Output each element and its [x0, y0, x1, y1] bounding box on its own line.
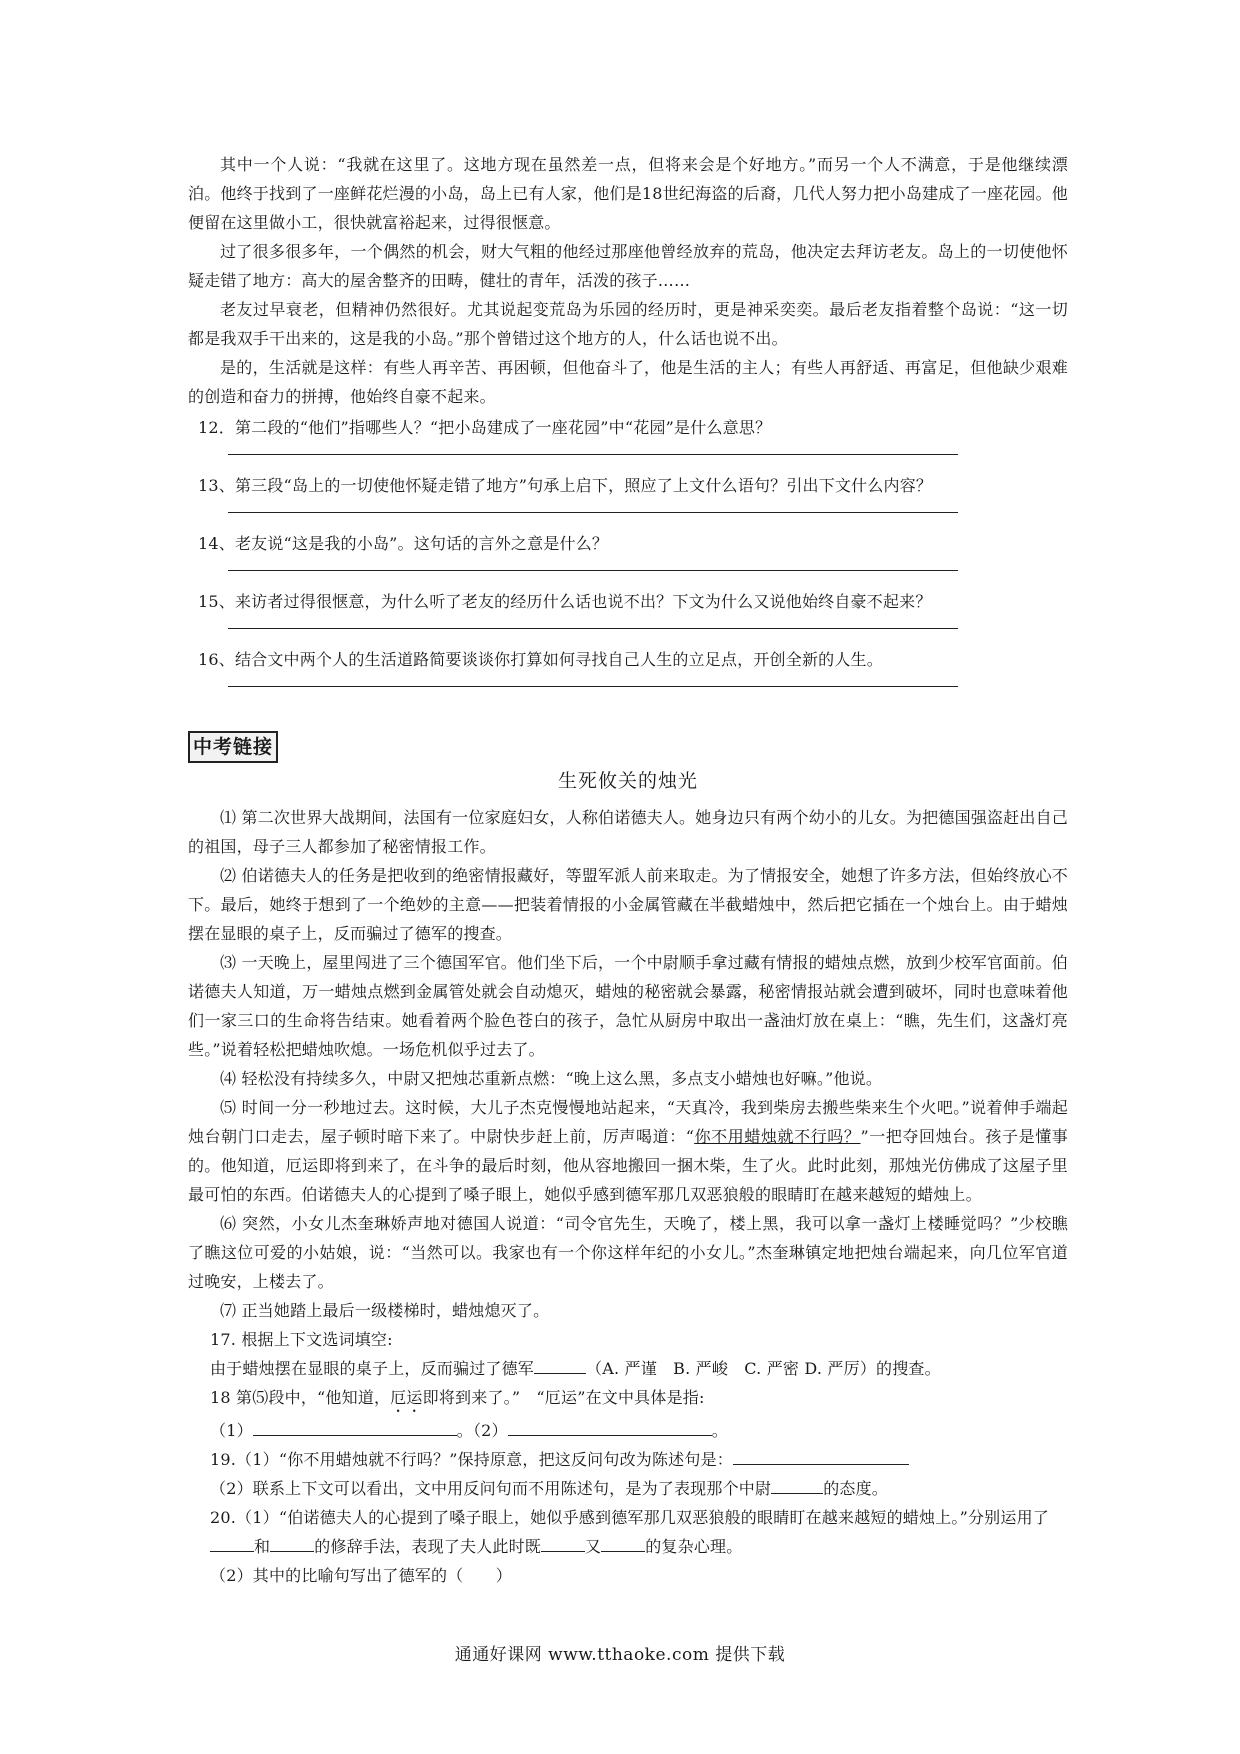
fill-blank[interactable]	[253, 1417, 305, 1436]
paragraph: ⑺ 正当她踏上最后一级楼梯时，蜡烛熄灭了。	[220, 1301, 550, 1320]
question-19-2: （2）联系上下文可以看出，文中用反问句而不用陈述句，是为了表现那个中尉 的态度。	[188, 1474, 1068, 1503]
question-19-1: 19.（1）“你不用蜡烛就不行吗？”保持原意，把这反问句改为陈述句是：	[188, 1445, 1068, 1474]
question-13: 13、第三段“岛上的一切使他怀疑走错了地方”句承上启下，照应了上文什么语句？引出下文什么内容？	[198, 476, 933, 495]
paragraph: ⑷ 轻松没有持续多久，中尉又把烛芯重新点燃：“晚上这么黑，多点支小蜡烛也好嘛。”他说。	[220, 1069, 883, 1088]
question-15: 15、来访者过得很惬意，为什么听了老友的经历什么话也说不出？下文为什么又说他始终自豪不起来？	[198, 592, 932, 611]
question-17: 由于蜡烛摆在显眼的桌子上，反而骗过了德军 （A. 严谨 B. 严峻 C. 严密 D. 严厉）的搜查。	[188, 1354, 1068, 1383]
page-footer: 通通好课网 www.tthaoke.com 提供下载	[454, 1645, 786, 1665]
answer-line[interactable]	[228, 628, 958, 629]
question-18: 18 第⑸段中，“他知道，厄运即将到来了。” “厄运”在文中具体是指:	[210, 1388, 705, 1407]
article-body	[188, 803, 1068, 1325]
paragraph: 其中一个人说：“我就在这里了。这地方现在虽然差一点，但将来会是个好地方。”而另一个人不满意，于是他继续漂泊。他终于找到了一座鲜花烂漫的小岛，岛上已有人家，他们是18世纪海盗的后裔，几代人努力把小岛建成了一座花园。他便留在这里做小工，很快就富裕起来，过得很惬意。	[188, 155, 1068, 232]
paragraph: 过了很多很多年，一个偶然的机会，财大气粗的他经过那座他曾经放弃的荒岛，他决定去拜访老友。岛上的一切使他怀疑走错了地方：高大的屋舍整齐的田畴，健壮的青年，活泼的孩子……	[188, 242, 1068, 290]
fill-blank[interactable]	[771, 1475, 823, 1494]
article-title: 生死攸关的烛光	[557, 770, 698, 792]
paragraph: ⑵ 伯诺德夫人的任务是把收到的绝密情报藏好，等盟军派人前来取走。为了情报安全，她想了许多方法，但始终放心不下。最后，她终于想到了一个绝妙的主意——把装着情报的小金属管藏在半截蜡烛中，然后把它插在一个烛台上。由于蜡烛摆在显眼的桌子上，反而骗过了德军的搜查。	[188, 866, 1068, 943]
fill-blank[interactable]	[270, 1533, 314, 1552]
passage-island	[188, 150, 1068, 411]
paragraph: ⑶ 一天晚上，屋里闯进了三个德国军官。他们坐下后，一个中尉顺手拿过藏有情报的蜡烛点燃，放到少校军官面前。伯诺德夫人知道，万一蜡烛点燃到金属管处就会自动熄灭，蜡烛的秘密就会暴露，秘密情报站就会遭到破坏，同时也意味着他们一家三口的生命将告结束。她看着两个脸色苍白的孩子，急忙从厨房中取出一盏油灯放在桌上：“瞧，先生们，这盏灯亮些。”说着轻松把蜡烛吹熄。一场危机似乎过去了。	[188, 953, 1068, 1059]
question-20-2: （2）其中的比喻句写出了德军的（ ）	[210, 1566, 512, 1585]
underlined-sentence: 你不用蜡烛就不行吗？	[694, 1127, 861, 1146]
answer-line[interactable]	[228, 512, 958, 513]
paragraph: ⑸ 时间一分一秒地过去。这时候，大儿子杰克慢慢地站起来，“天真冷，我到柴房去搬些柴来生个火吧。”说着伸手端起烛台朝门口走去，屋子顿时暗下来了。中尉快步赶上前，厉声喝道：“你不用蜡烛就不行吗？”一把夺回烛台。孩子是懂事的。他知道，厄运即将到来了，在斗争的最后时刻，他从容地搬回一捆木柴，生了火。此时此刻，那烛光仿佛成了这屋子里最可怕的东西。伯诺德夫人的心提到了嗓子眼上，她似乎感到德军那几双恶狼般的眼睛盯在越来越短的蜡烛上。	[188, 1098, 1068, 1204]
answer-line[interactable]	[228, 570, 958, 571]
emphasized-word: 厄运	[390, 1388, 423, 1407]
question-16: 16、结合文中两个人的生活道路简要谈谈你打算如何寻找自己人生的立足点，开创全新的人生。	[198, 650, 883, 669]
question-12: 12．第二段的“他们”指哪些人？“把小岛建成了一座花园”中“花园”是什么意思？	[198, 418, 772, 437]
paragraph: 是的，生活就是这样：有些人再辛苦、再困顿，但他奋斗了，他是生活的主人；有些人再舒适、再富足，但他缺少艰难的创造和奋力的拼搏，他始终自豪不起来。	[188, 358, 1068, 406]
paragraph: ⑹ 突然，小女儿杰奎琳娇声地对德国人说道：“司令官先生，天晚了，楼上黑，我可以拿一盏灯上楼睡觉吗？”少校瞧了瞧这位可爱的小姑娘，说：“当然可以。我家也有一个你这样年纪的小女儿。”杰奎琳镇定地把烛台端起来，向几位军官道过晚安，上楼去了。	[188, 1214, 1068, 1291]
fill-blank[interactable]	[534, 1355, 586, 1374]
exercise-list	[188, 1325, 1068, 1590]
answer-line[interactable]	[228, 454, 958, 455]
answer-line[interactable]	[228, 686, 958, 687]
paragraph: 老友过早衰老，但精神仍然很好。尤其说起变荒岛为乐园的经历时，更是神采奕奕。最后老友指着整个岛说：“这一切都是我双手干出来的，这是我的小岛。”那个曾错过这个地方的人，什么话也说不出。	[188, 300, 1068, 348]
document-page	[188, 150, 1068, 1590]
question-list	[188, 413, 1068, 687]
fill-blank[interactable]	[601, 1533, 645, 1552]
fill-blank[interactable]	[733, 1446, 909, 1465]
question-17-title: 17. 根据上下文选词填空:	[210, 1330, 393, 1349]
question-18-answers: （1） 。（2） 。	[188, 1416, 1068, 1445]
section-label: 中考链接	[188, 731, 278, 763]
fill-blank[interactable]	[305, 1417, 457, 1436]
question-20-1: 20.（1）“伯诺德夫人的心提到了嗓子眼上，她似乎感到德军那几双恶狼般的眼睛盯在越来越短的蜡烛上。”分别运用了和 的修辞手法，表现了夫人此时既 又 的复杂心理。	[210, 1508, 1049, 1556]
fill-blank[interactable]	[508, 1417, 560, 1436]
paragraph: ⑴ 第二次世界大战期间，法国有一位家庭妇女，人称伯诺德夫人。她身边只有两个幼小的儿女。为把德国强盗赶出自己的祖国，母子三人都参加了秘密情报工作。	[188, 808, 1068, 856]
fill-blank[interactable]	[560, 1417, 712, 1436]
question-14: 14、老友说“这是我的小岛”。这句话的言外之意是什么？	[198, 534, 609, 553]
fill-blank[interactable]	[210, 1533, 254, 1552]
fill-blank[interactable]	[541, 1533, 585, 1552]
